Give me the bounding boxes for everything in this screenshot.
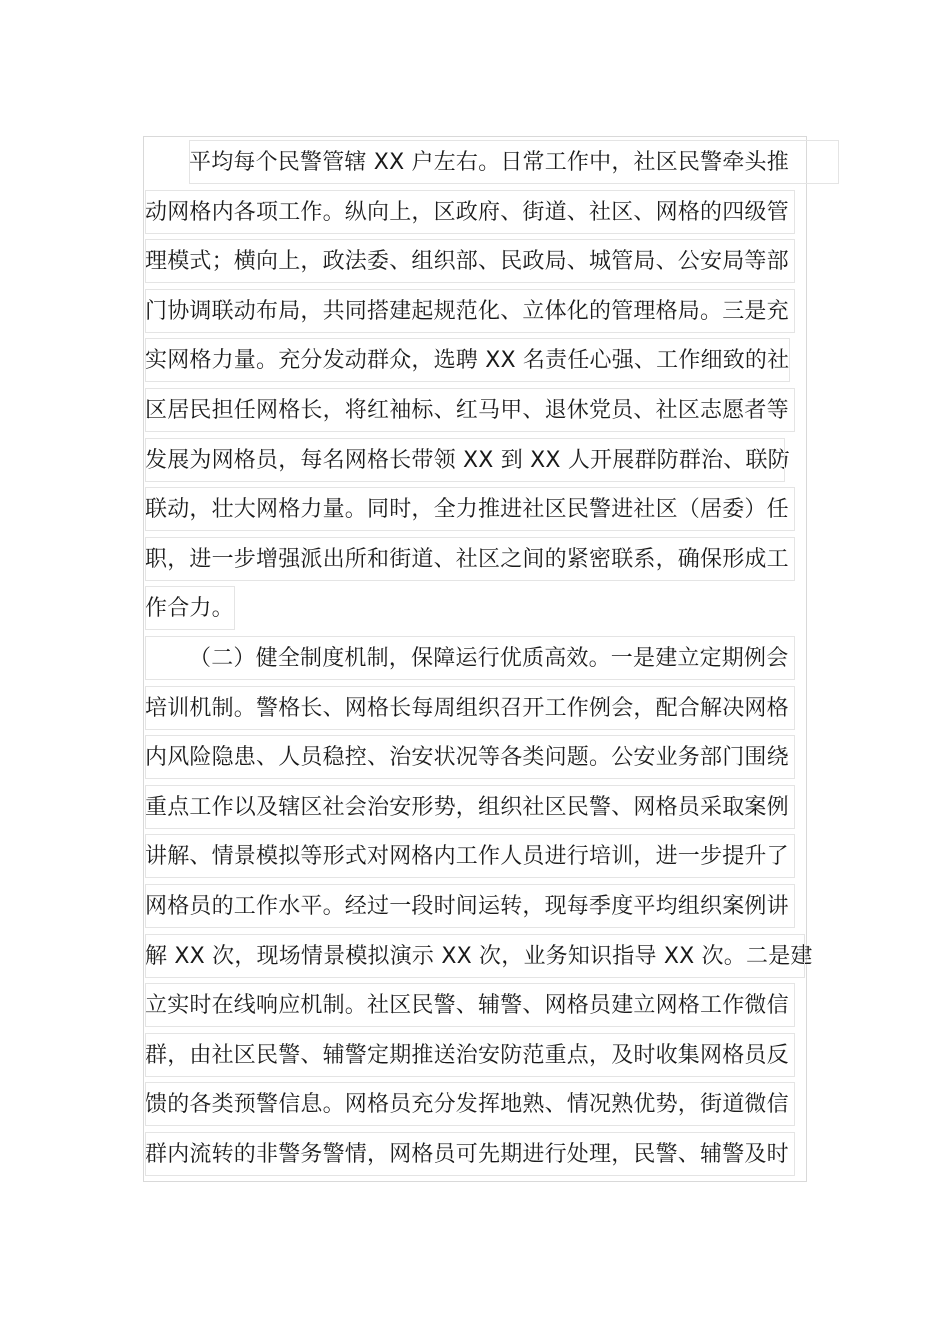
text-line [145,1130,805,1180]
text-line [145,832,805,882]
line-text: 发展为网格员，每名网格长带领 XX 到 XX 人开展群防群治、联防 [145,447,790,473]
line-text: 平均每个民警管辖 XX 户左右。日常工作中，社区民警牵头推 [189,150,789,175]
line-text: 馈的各类预警信息。网格员充分发挥地熟、情况熟优势，街道微信 [145,1092,789,1118]
line-text: （二）健全制度机制，保障运行优质高效。一是建立定期例会 [189,645,789,671]
document-body [145,138,813,1179]
text-line [145,634,805,684]
text-line [145,684,805,734]
line-text: 立实时在线响应机制。社区民警、辅警、网格员建立网格工作微信 [145,993,789,1019]
text-line [145,237,805,287]
text-line [145,882,805,932]
line-text: 作合力。 [145,596,234,622]
line-text: 讲解、情景模拟等形式对网格内工作人员进行培训，进一步提升了 [145,844,789,870]
text-line [145,733,805,783]
text-line [145,1031,805,1081]
line-text: 动网格内各项工作。纵向上，区政府、街道、社区、网格的四级管 [145,199,789,225]
line-text: 理模式；横向上，政法委、组织部、民政局、城管局、公安局等部 [145,249,789,275]
line-text: 区居民担任网格长，将红袖标、红马甲、退休党员、社区志愿者等 [145,397,789,423]
text-line [145,287,805,337]
text-line [145,138,805,188]
text-line [145,485,805,535]
text-line [145,336,805,386]
line-text: 门协调联动布局，共同搭建起规范化、立体化的管理格局。三是充 [145,298,789,324]
line-text: 内风险隐患、人员稳控、治安状况等各类问题。公安业务部门围绕 [145,745,789,771]
line-text: 职，进一步增强派出所和街道、社区之间的紧密联系，确保形成工 [145,546,789,572]
text-line [145,1080,805,1130]
text-line [145,535,805,585]
line-text: 实网格力量。充分发动群众，选聘 XX 名责任心强、工作细致的社 [145,348,790,374]
text-line [145,386,805,436]
text-line [145,188,805,238]
line-text: 网格员的工作水平。经过一段时间运转，现每季度平均组织案例讲 [145,893,789,919]
text-line [145,436,805,486]
line-text: 联动，壮大网格力量。同时，全力推进社区民警进社区（居委）任 [145,497,789,523]
text-line [145,584,805,634]
line-text: 培训机制。警格长、网格长每周组织召开工作例会，配合解决网格 [145,695,789,721]
line-text: 群，由社区民警、辅警定期推送治安防范重点，及时收集网格员反 [145,1042,789,1068]
line-text: 重点工作以及辖区社会治安形势，组织社区民警、网格员采取案例 [145,794,789,820]
line-text: 解 XX 次，现场情景模拟演示 XX 次，业务知识指导 XX 次。二是建 [145,943,813,969]
text-line [145,783,805,833]
line-text: 群内流转的非警务警情，网格员可先期进行处理，民警、辅警及时 [145,1141,789,1167]
text-line [145,932,813,982]
text-line [145,981,805,1031]
